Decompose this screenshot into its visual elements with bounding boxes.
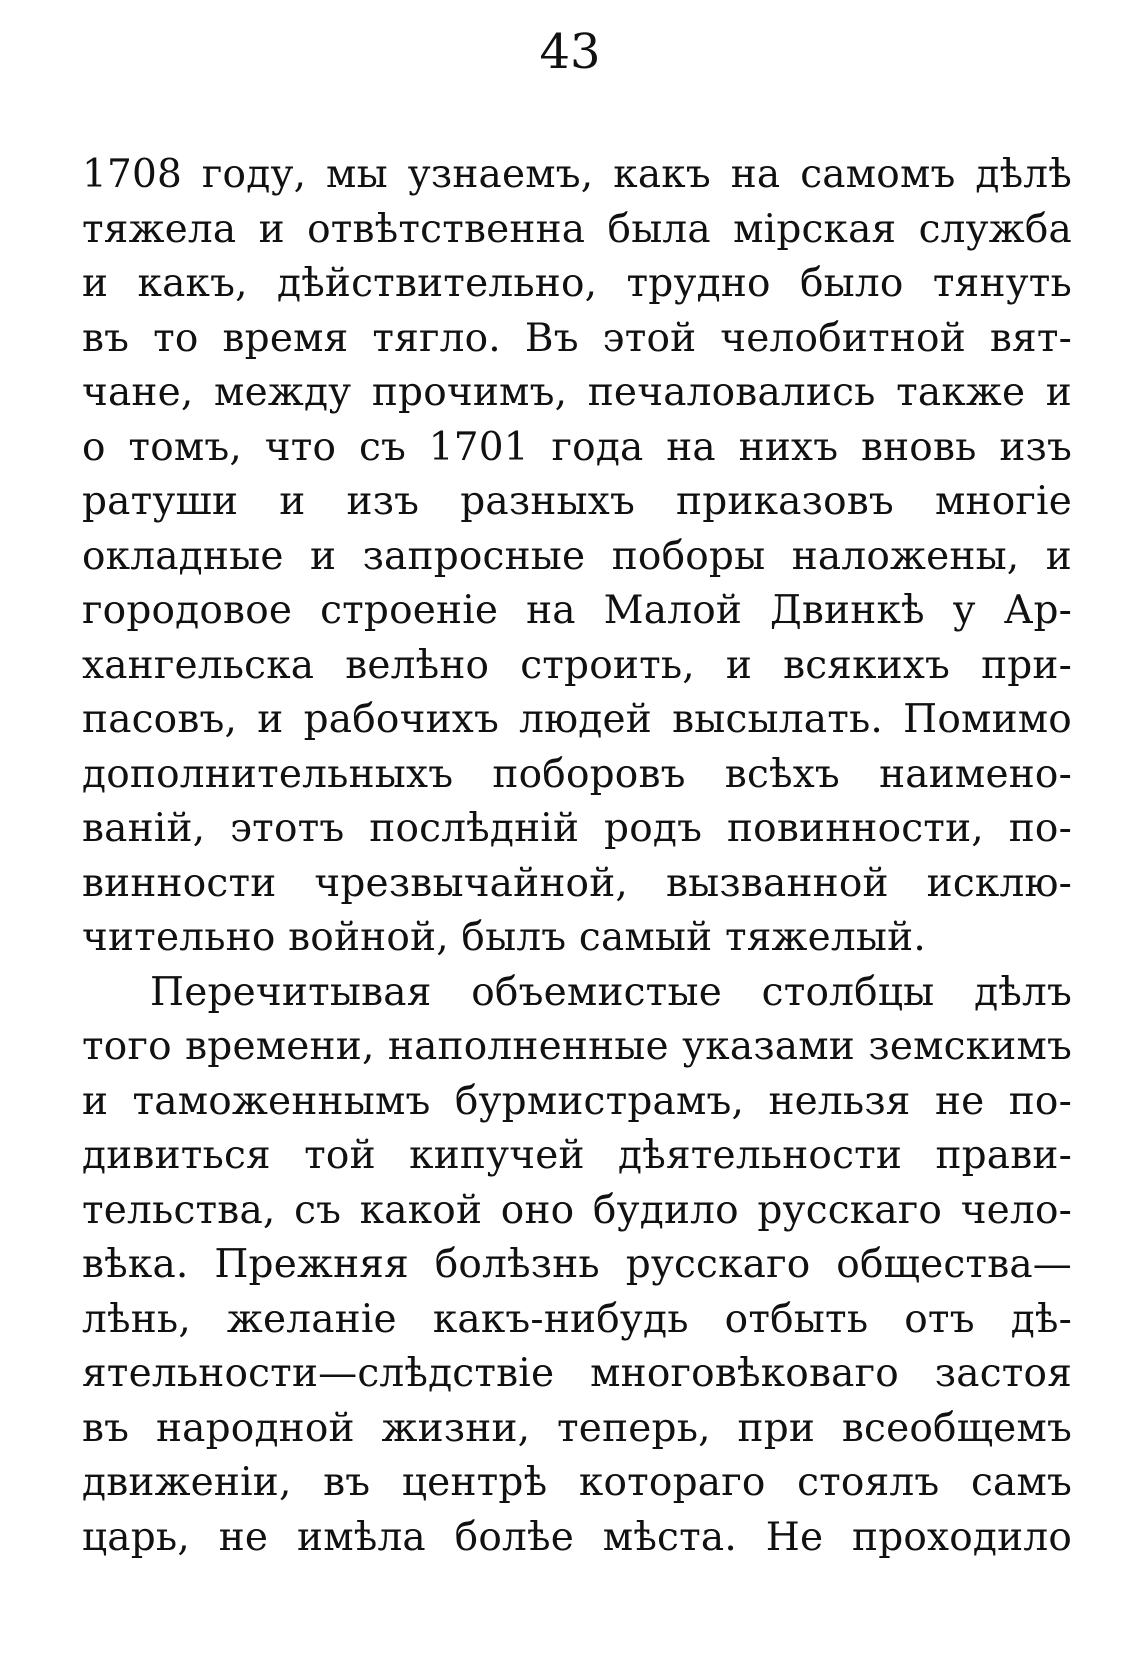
paragraph	[82, 148, 1072, 966]
text-line: хангельска велѣно строить, и всякихъ при-	[82, 642, 1072, 688]
page-number: 43	[539, 24, 601, 80]
text-line: винности чрезвычайной, вызванной исклю-	[82, 860, 1072, 906]
text-line: о томъ, что съ 1701 года на нихъ вновь изъ	[82, 424, 1072, 470]
text-line: и таможеннымъ бурмистрамъ, нельзя не по-	[82, 1078, 1072, 1124]
text-line: движеніи, въ центрѣ котораго стоялъ самъ	[82, 1460, 1072, 1505]
text-line: царь, не имѣла болѣе мѣста. Не проходило	[82, 1514, 1072, 1560]
text-line: дополнительныхъ поборовъ всѣхъ наимено-	[82, 751, 1072, 797]
text-line: пасовъ, и рабочихъ людей высылать. Помимо	[82, 697, 1072, 742]
paragraph	[82, 966, 1072, 1566]
text-line: ратуши и изъ разныхъ приказовъ многіе	[82, 479, 1072, 524]
text-line: чительно войной, былъ самый тяжелый.	[82, 915, 926, 960]
text-line: тельства, съ какой оно будило русскаго чело-	[82, 1187, 1072, 1233]
text-line: ятельности—слѣдствіе многовѣковаго застоя	[82, 1351, 1072, 1396]
text-line: тяжела и отвѣтственна была мірская служба	[82, 206, 1072, 252]
text-line: въ то время тягло. Въ этой челобитной вят-	[82, 315, 1072, 361]
text-line: окладные и запросные поборы наложены, и	[82, 533, 1072, 579]
text-line: 1708 году, мы узнаемъ, какъ на самомъ дѣлѣ	[82, 152, 1072, 197]
text-line: городовое строеніе на Малой Двинкѣ у Ар-	[82, 588, 1072, 633]
text-line: Перечитывая объемистые столбцы дѣлъ	[150, 969, 1072, 1015]
text-line: и какъ, дѣйствительно, трудно было тянуть	[82, 261, 1072, 306]
text-line: чане, между прочимъ, печаловались также и	[82, 370, 1072, 415]
text-line: въ народной жизни, теперь, при всеобщемъ	[82, 1405, 1072, 1451]
text-line: того времени, наполненные указами земскимъ	[82, 1024, 1072, 1069]
text-line: вѣка. Прежняя болѣзнь русскаго общества—	[82, 1242, 1072, 1287]
body-text	[82, 148, 1072, 1565]
text-line: ваній, этотъ послѣдній родъ повинности, по-	[82, 806, 1072, 851]
text-line: дивиться той кипучей дѣятельности прави-	[82, 1133, 1072, 1178]
text-line: лѣнь, желаніе какъ-нибудь отбыть отъ дѣ-	[82, 1296, 1072, 1342]
